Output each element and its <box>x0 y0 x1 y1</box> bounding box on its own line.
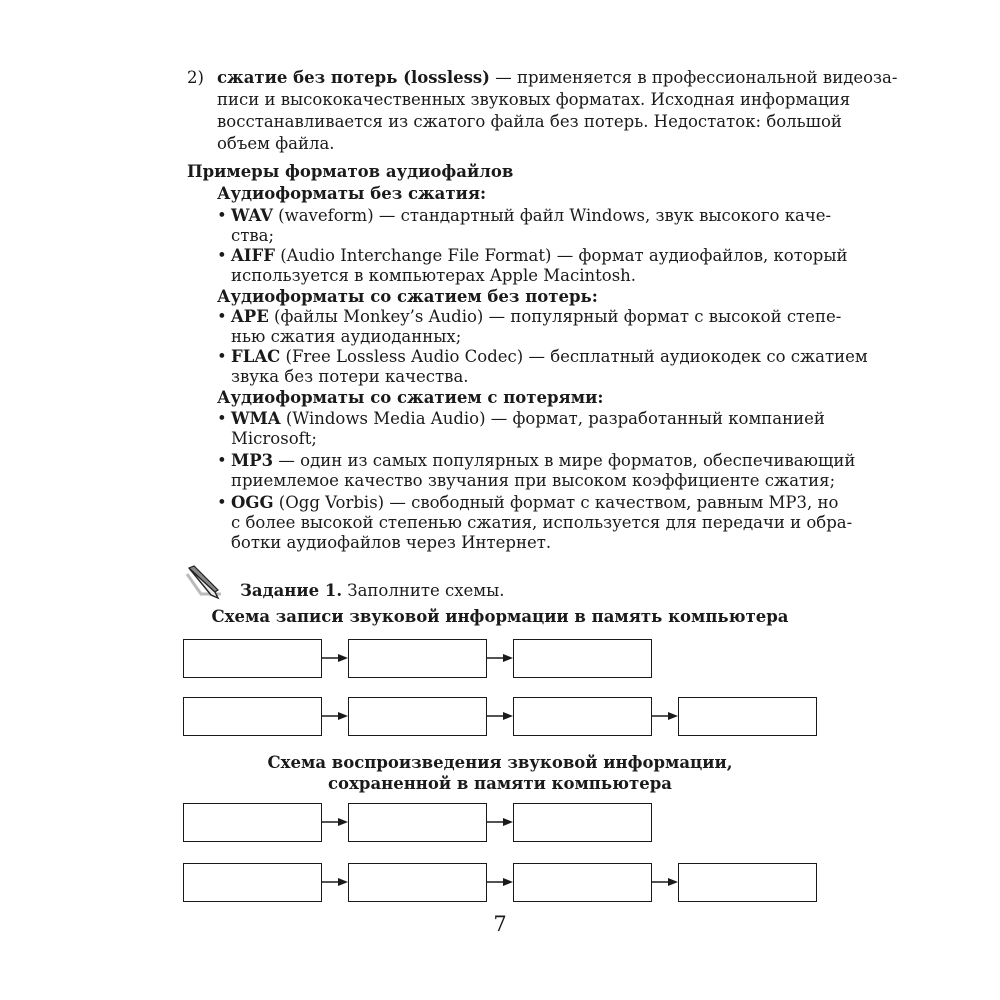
scheme2-box[interactable] <box>513 863 652 902</box>
format-wav-line2: ства; <box>231 226 275 245</box>
arrow-right-icon <box>322 710 348 722</box>
format-desc: (файлы Monkey’s Audio) — популярный формат с высокой степе- <box>268 307 842 326</box>
group-heading-lossless: Аудиоформаты со сжатием без потерь: <box>217 287 598 306</box>
format-ape-line2: нью сжатия аудиоданных; <box>231 327 462 346</box>
page-number: 7 <box>493 912 507 936</box>
format-mp3-line1 <box>231 451 855 471</box>
bullet: • <box>217 409 227 428</box>
scheme1-box[interactable] <box>513 697 652 736</box>
task-line <box>240 581 505 601</box>
arrow-right-icon <box>322 652 348 664</box>
scheme2-box[interactable] <box>678 863 817 902</box>
bullet: • <box>217 307 227 326</box>
format-name: WMA <box>231 409 281 428</box>
scheme1-title: Схема записи звуковой информации в память компьютера <box>211 607 789 626</box>
scheme2-box[interactable] <box>183 863 322 902</box>
examples-heading: Примеры форматов аудиофайлов <box>187 162 514 181</box>
format-wma-line1 <box>231 409 825 429</box>
format-wav-line1 <box>231 206 831 226</box>
bullet: • <box>217 206 227 225</box>
scheme2-box[interactable] <box>348 803 487 842</box>
scheme1-box[interactable] <box>183 639 322 678</box>
format-wma-line2: Microsoft; <box>231 429 317 448</box>
format-desc: (Ogg Vorbis) — свободный формат с качеством, равным MP3, но <box>273 493 839 512</box>
scheme2-title-line2: сохраненной в памяти компьютера <box>328 774 672 793</box>
arrow-right-icon <box>487 652 513 664</box>
item2-line2: писи и высококачественных звуковых форматах. Исходная информация <box>217 90 851 109</box>
bullet: • <box>217 493 227 512</box>
format-name: AIFF <box>231 246 275 265</box>
format-desc: (Audio Interchange File Format) — формат аудиофайлов, который <box>274 246 848 265</box>
arrow-right-icon <box>322 876 348 888</box>
task-label: Задание 1. <box>240 581 343 600</box>
item2-line3: восстанавливается из сжатого файла без потерь. Недостаток: большой <box>217 112 842 131</box>
format-desc: — один из самых популярных в мире форматов, обеспечивающий <box>273 451 856 470</box>
arrow-right-icon <box>652 710 678 722</box>
scheme2-box[interactable] <box>348 863 487 902</box>
arrow-right-icon <box>487 816 513 828</box>
pencil-icon <box>185 564 225 600</box>
item-number: 2) <box>187 68 204 87</box>
format-ogg-line1 <box>231 493 838 513</box>
arrow-right-icon <box>487 710 513 722</box>
scheme1-box[interactable] <box>348 639 487 678</box>
format-name: MP3 <box>231 451 274 470</box>
format-ape-line1 <box>231 307 841 327</box>
format-name: OGG <box>231 493 274 512</box>
arrow-right-icon <box>652 876 678 888</box>
arrow-right-icon <box>487 876 513 888</box>
arrow-right-icon <box>322 816 348 828</box>
format-flac-line2: звука без потери качества. <box>231 367 469 386</box>
item2-line1 <box>217 68 897 88</box>
format-aiff-line2: используется в компьютерах Apple Macintosh. <box>231 266 637 285</box>
scheme2-box[interactable] <box>183 803 322 842</box>
format-name: FLAC <box>231 347 281 366</box>
task-text: Заполните схемы. <box>342 581 505 600</box>
format-aiff-line1 <box>231 246 847 266</box>
format-mp3-line2: приемлемое качество звучания при высоком коэффициенте сжатия; <box>231 471 836 490</box>
format-desc: (Free Lossless Audio Codec) — бесплатный аудиокодек со сжатием <box>280 347 868 366</box>
bullet: • <box>217 451 227 470</box>
scheme1-box[interactable] <box>348 697 487 736</box>
scheme2-title-line1: Схема воспроизведения звуковой информации, <box>267 753 733 772</box>
group-heading-uncompressed: Аудиоформаты без сжатия: <box>217 184 487 203</box>
bullet: • <box>217 347 227 366</box>
format-name: WAV <box>231 206 273 225</box>
format-flac-line1 <box>231 347 868 367</box>
format-desc: (Windows Media Audio) — формат, разработанный компанией <box>280 409 825 428</box>
item2-line1-text: — применяется в профессиональной видеоза- <box>489 68 898 87</box>
format-desc: (waveform) — стандартный файл Windows, звук высокого каче- <box>272 206 832 225</box>
format-ogg-line3: ботки аудиофайлов через Интернет. <box>231 533 552 552</box>
scheme1-box[interactable] <box>678 697 817 736</box>
bullet: • <box>217 246 227 265</box>
scheme1-box[interactable] <box>513 639 652 678</box>
group-heading-lossy: Аудиоформаты со сжатием с потерями: <box>217 388 604 407</box>
format-ogg-line2: с более высокой степенью сжатия, используется для передачи и обра- <box>231 513 853 532</box>
item2-term: сжатие без потерь (lossless) <box>217 68 490 87</box>
item2-line4: объем файла. <box>217 134 335 153</box>
format-name: APE <box>231 307 269 326</box>
scheme2-box[interactable] <box>513 803 652 842</box>
scheme1-box[interactable] <box>183 697 322 736</box>
